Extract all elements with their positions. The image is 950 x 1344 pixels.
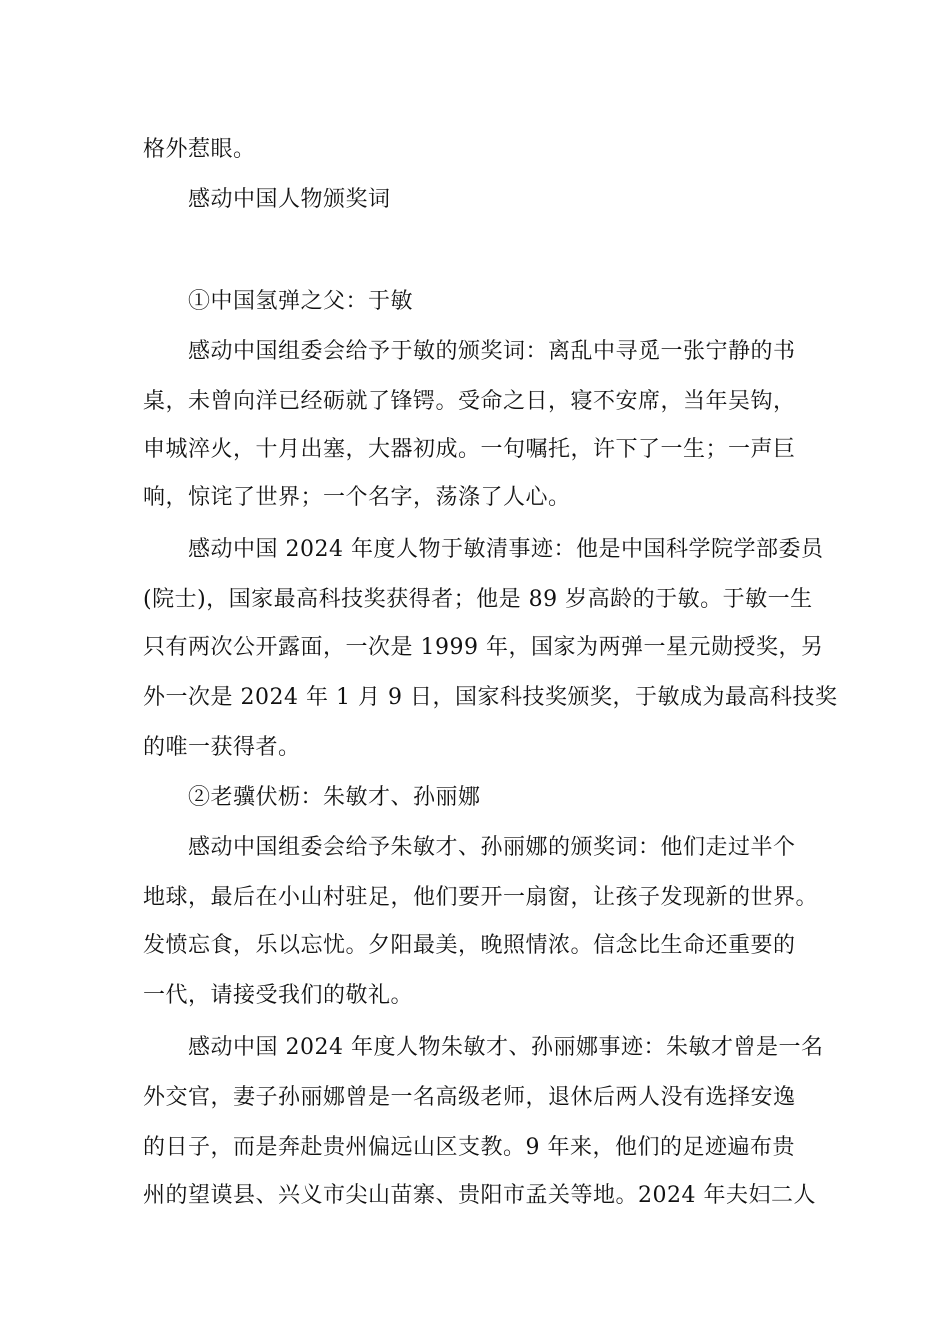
item-heading-1: ①中国氢弹之父：于敏 [188,289,414,314]
paragraph-line: 的唯一获得者。 [143,735,301,760]
paragraph-line: 响，惊诧了世界；一个名字，荡涤了人心。 [143,485,571,510]
paragraph-line: 桌，未曾向洋已经砺就了锋锷。受命之日，寝不安席，当年吴钩， [143,389,796,414]
paragraph-line: 的日子，而是奔赴贵州偏远山区支教。9 年来，他们的足迹遍布贵 [143,1135,795,1160]
paragraph-line: 感动中国组委会给予于敏的颁奖词：离乱中寻觅一张宁静的书 [188,339,796,364]
paragraph-line: 地球，最后在小山村驻足，他们要开一扇窗，让孩子发现新的世界。 [143,885,819,910]
paragraph-line: 感动中国组委会给予朱敏才、孙丽娜的颁奖词：他们走过半个 [188,835,796,860]
section-heading: 感动中国人物颁奖词 [188,187,391,212]
paragraph-line: 一代，请接受我们的敬礼。 [143,983,414,1008]
paragraph-line: 只有两次公开露面，一次是 1999 年，国家为两弹一星元勋授奖，另 [143,635,824,660]
paragraph-line: 感动中国 2024 年度人物朱敏才、孙丽娜事迹：朱敏才曾是一名 [188,1035,824,1060]
paragraph-line: 外一次是 2024 年 1 月 9 日，国家科技奖颁奖，于敏成为最高科技奖 [143,685,838,710]
paragraph-line: (院士)，国家最高科技奖获得者；他是 89 岁高龄的于敏。于敏一生 [143,587,813,612]
paragraph-line: 申城淬火，十月出塞，大器初成。一句嘱托，许下了一生；一声巨 [143,437,796,462]
paragraph-line: 感动中国 2024 年度人物于敏清事迹：他是中国科学院学部委员 [188,537,824,562]
item-heading-2: ②老骥伏枥：朱敏才、孙丽娜 [188,785,481,810]
text-line-continuation: 格外惹眼。 [143,137,256,162]
paragraph-line: 发愤忘食，乐以忘忧。夕阳最美，晚照情浓。信念比生命还重要的 [143,933,796,958]
paragraph-line: 州的望谟县、兴义市尖山苗寨、贵阳市孟关等地。2024 年夫妇二人 [143,1183,816,1208]
paragraph-line: 外交官，妻子孙丽娜曾是一名高级老师，退休后两人没有选择安逸 [143,1085,796,1110]
